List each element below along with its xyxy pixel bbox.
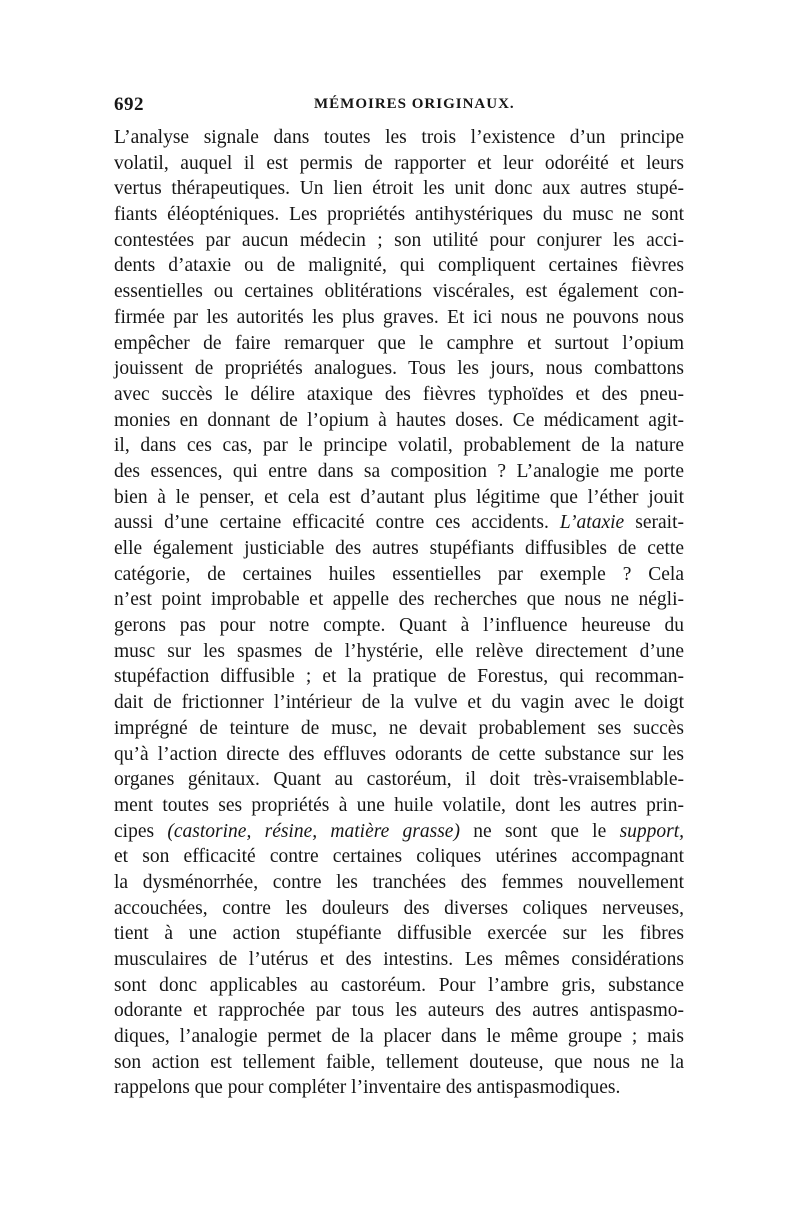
text-line: dents d’ataxie ou de malignité, qui compliquent certaines fièvres (114, 255, 684, 277)
text-line (114, 819, 684, 845)
text-line: des essences, qui entre dans sa composition ? L’analogie me porte (114, 460, 684, 482)
text-line: contestées par aucun médecin ; son utilité pour conjurer les acci- (114, 229, 684, 251)
text-line: il, dans ces cas, par le principe volatil, probablement de la nature (114, 435, 684, 457)
text-line: son action est tellement faible, tellement douteuse, que nous ne la (114, 1051, 684, 1073)
text-line: diques, l’analogie permet de la placer dans le même groupe ; mais (114, 1026, 684, 1048)
text-line: ment toutes ses propriétés à une huile volatile, dont les autres prin- (114, 794, 684, 816)
text-line: gerons pas pour notre compte. Quant à l’influence heureuse du (114, 615, 684, 637)
text-line: bien à le penser, et cela est d’autant plus légitime que l’éther jouit (114, 486, 684, 508)
page-number: 692 (114, 94, 144, 115)
body-text (114, 125, 684, 1101)
text-segment: aussi d’une certaine efficacité contre ces accidents. (114, 512, 549, 534)
text-line: empêcher de faire remarquer que le camphre et surtout l’opium (114, 332, 684, 354)
text-line: tient à une action stupéfiante diffusible exercée sur les fibres (114, 923, 684, 945)
text-line: qu’à l’action directe des effluves odorants de cette substance sur les (114, 743, 684, 765)
text-line: volatil, auquel il est permis de rapporter et leur odoréité et leurs (114, 152, 684, 174)
text-line: catégorie, de certaines huiles essentielles par exemple ? Cela (114, 563, 684, 585)
text-line: elle également justiciable des autres stupéfiants diffusibles de cette (114, 538, 684, 559)
running-head (114, 94, 684, 122)
running-title: MÉMOIRES ORIGINAUX. (314, 96, 515, 112)
text-line: jouissent de propriétés analogues. Tous les jours, nous combattons (114, 358, 684, 380)
text-line (114, 510, 684, 536)
text-line: sont donc applicables au castoréum. Pour l’ambre gris, substance (114, 974, 684, 996)
text-line: firmée par les autorités les plus graves. Et ici nous ne pouvons nous (114, 306, 684, 328)
text-line: L’analyse signale dans toutes les trois l’existence d’un principe (114, 127, 684, 148)
italic-term-support: support, (619, 820, 685, 842)
text-line: fiants éléopténiques. Les propriétés antihystériques du musc ne sont (114, 204, 684, 226)
text-line: imprégné de teinture de musc, ne devait probablement ses succès (114, 717, 684, 739)
text-line: rappelons que pour compléter l’inventaire des antispasmodiques. (114, 1077, 621, 1099)
text-segment: cipes (114, 820, 155, 842)
text-segment: ne sont que le (473, 820, 607, 842)
text-segment: serait- (635, 512, 685, 534)
text-line: stupéfaction diffusible ; et la pratique de Forestus, qui recomman- (114, 666, 684, 688)
text-line: et son efficacité contre certaines coliques utérines accompagnant (114, 846, 684, 868)
text-line: avec succès le délire ataxique des fièvres typhoïdes et des pneu- (114, 383, 684, 405)
text-line: musc sur les spasmes de l’hystérie, elle relève directement d’une (114, 640, 684, 662)
text-line: accouchées, contre les douleurs des diverses coliques nerveuses, (114, 897, 684, 919)
text-line: la dysménorrhée, contre les tranchées des femmes nouvellement (114, 871, 684, 893)
text-line: organes génitaux. Quant au castoréum, il doit très-vraisemblable- (114, 769, 684, 791)
text-line: vertus thérapeutiques. Un lien étroit les unit donc aux autres stupé- (114, 178, 684, 200)
text-line: monies en donnant de l’opium à hautes doses. Ce médicament agit- (114, 409, 684, 431)
italic-term-ataxie: L’ataxie (559, 512, 625, 534)
text-line: dait de frictionner l’intérieur de la vulve et du vagin avec le doigt (114, 692, 684, 714)
text-line: n’est point improbable et appelle des recherches que nous ne négli- (114, 589, 684, 611)
text-line: odorante et rapprochée par tous les auteurs des autres antispasmo- (114, 1000, 684, 1022)
italic-components: (castorine, résine, matière grasse) (167, 820, 460, 842)
text-line: essentielles ou certaines oblitérations viscérales, est également con- (114, 281, 684, 303)
text-line: musculaires de l’utérus et des intestins. Les mêmes considérations (114, 949, 684, 970)
